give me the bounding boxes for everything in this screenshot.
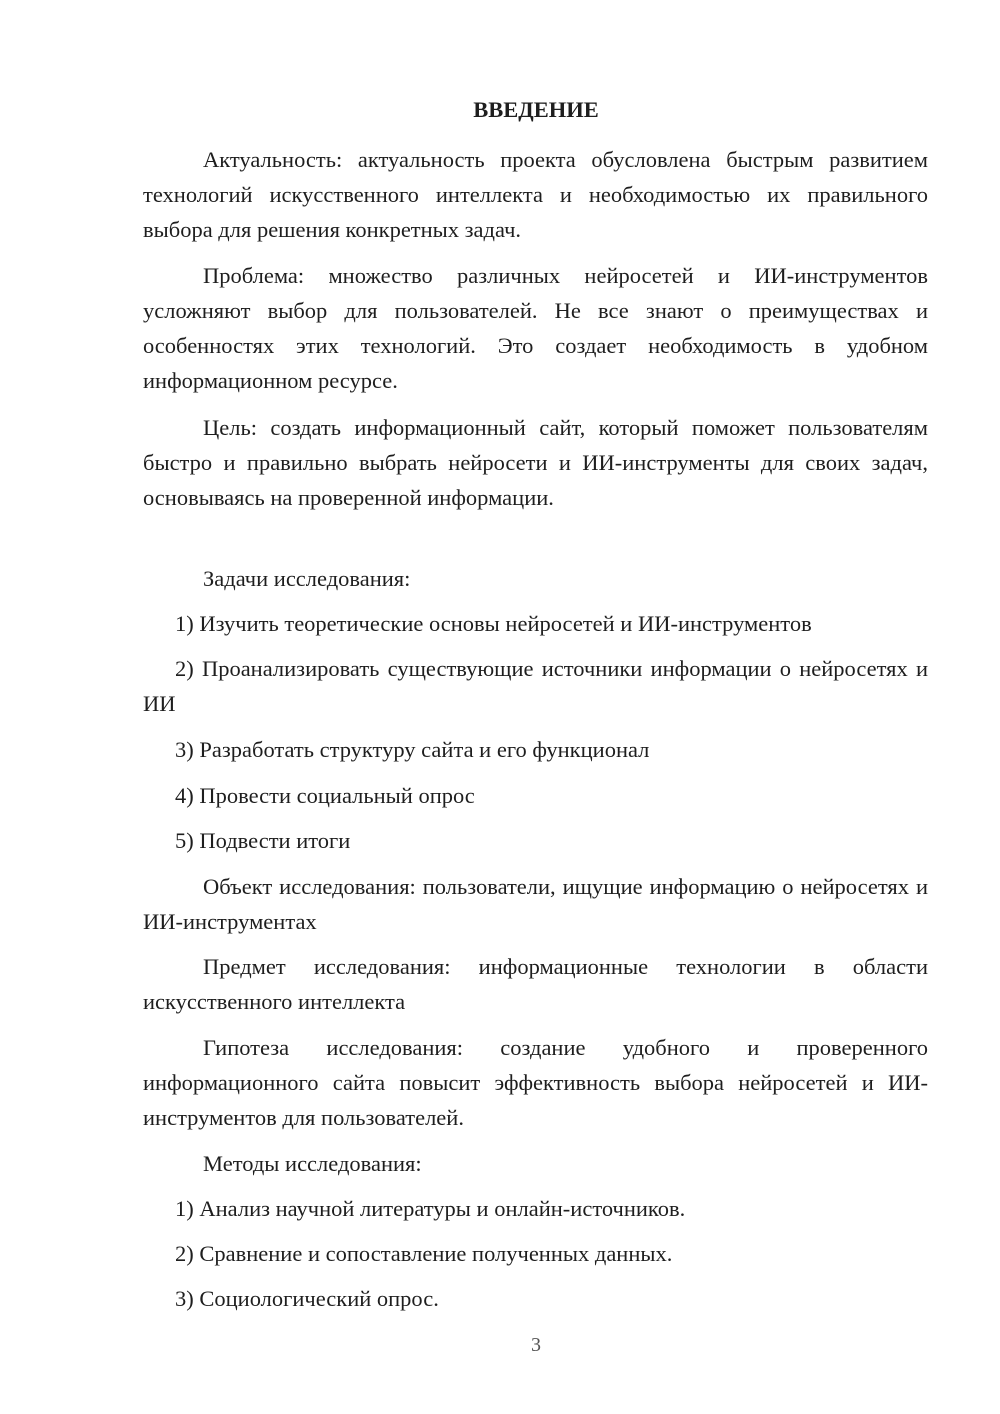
task-item-1: 1) Изучить теоретические основы нейросетей и ИИ-инструментов bbox=[175, 611, 812, 636]
method-item-1: 1) Анализ научной литературы и онлайн-источников. bbox=[175, 1196, 686, 1221]
task-item-5: 5) Подвести итоги bbox=[175, 828, 351, 853]
page-number: 3 bbox=[531, 1334, 541, 1356]
method-item-3: 3) Социологический опрос. bbox=[175, 1286, 439, 1311]
tasks-label: Задачи исследования: bbox=[203, 566, 411, 591]
hypothesis-paragraph: Гипотеза исследования: создание удобного и проверенного информационного сайта повысит эффективность выбора нейросетей и ИИ-инструментов для пользователей. bbox=[143, 1035, 928, 1130]
methods-label: Методы исследования: bbox=[203, 1151, 422, 1176]
task-item-4: 4) Провести социальный опрос bbox=[175, 783, 475, 808]
actuality-paragraph: Актуальность: актуальность проекта обусловлена быстрым развитием технологий искусственного интеллекта и необходимостью их правильного выбора для решения конкретных задач. bbox=[143, 147, 928, 242]
problem-paragraph: Проблема: множество различных нейросетей и ИИ-инструментов усложняют выбор для пользователей. Не все знают о преимуществах и особенностях этих технологий. Это создает необходимость в удобном информационном ресурсе. bbox=[143, 263, 928, 393]
task-item-2: 2) Проанализировать существующие источники информации о нейросетях и ИИ bbox=[143, 656, 928, 716]
object-paragraph: Объект исследования: пользователи, ищущие информацию о нейросетях и ИИ-инструментах bbox=[143, 874, 928, 934]
subject-paragraph: Предмет исследования: информационные технологии в области искусственного интеллекта bbox=[143, 954, 928, 1014]
task-item-3: 3) Разработать структуру сайта и его функционал bbox=[175, 737, 650, 762]
goal-paragraph: Цель: создать информационный сайт, который поможет пользователям быстро и правильно выбрать нейросети и ИИ-инструменты для своих задач, основываясь на проверенной информации. bbox=[143, 415, 928, 510]
page-title: ВВЕДЕНИЕ bbox=[473, 97, 599, 122]
method-item-2: 2) Сравнение и сопоставление полученных данных. bbox=[175, 1241, 673, 1266]
